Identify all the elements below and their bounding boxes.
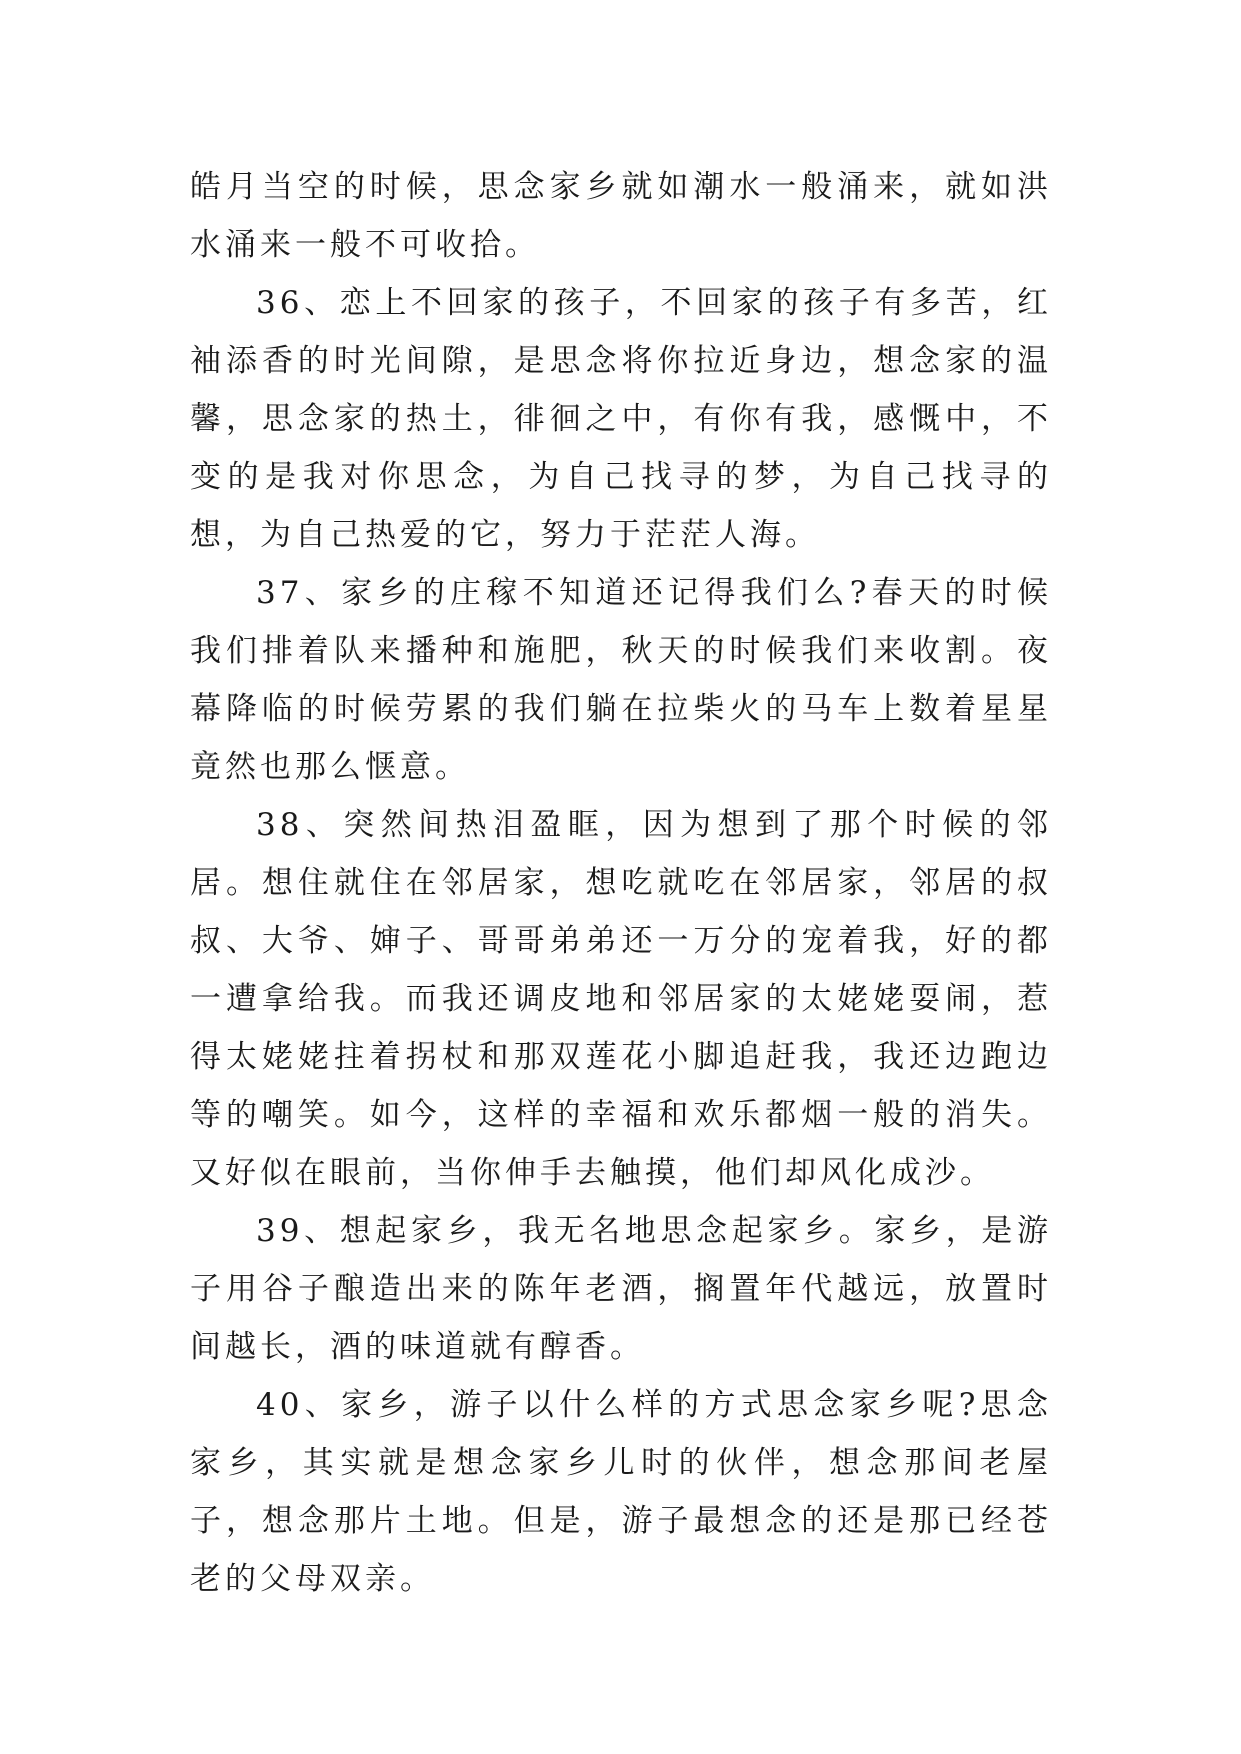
document-body <box>190 158 1052 1608</box>
paragraph-40: 40、家乡，游子以什么样的方式思念家乡呢?思念家乡，其实就是想念家乡儿时的伙伴，想念那间老屋子，想念那片土地。但是，游子最想念的还是那已经苍老的父母双亲。 <box>190 1387 1052 1597</box>
paragraph-39: 39、想起家乡，我无名地思念起家乡。家乡，是游子用谷子酿造出来的陈年老酒，搁置年代越远，放置时间越长，酒的味道就有醇香。 <box>190 1213 1052 1365</box>
paragraph-continuation: 皓月当空的时候，思念家乡就如潮水一般涌来，就如洪水涌来一般不可收拾。 <box>190 169 1052 263</box>
paragraph-37: 37、家乡的庄稼不知道还记得我们么?春天的时候我们排着队来播种和施肥，秋天的时候我们来收割。夜幕降临的时候劳累的我们躺在拉柴火的马车上数着星星竟然也那么惬意。 <box>190 575 1052 785</box>
paragraph-36: 36、恋上不回家的孩子，不回家的孩子有多苦，红袖添香的时光间隙，是思念将你拉近身边，想念家的温馨，思念家的热土，徘徊之中，有你有我，感慨中，不变的是我对你思念，为自己找寻的梦，为自己找寻的想，为自己热爱的它，努力于茫茫人海。 <box>190 285 1052 553</box>
paragraph-38: 38、突然间热泪盈眶，因为想到了那个时候的邻居。想住就住在邻居家，想吃就吃在邻居家，邻居的叔叔、大爷、婶子、哥哥弟弟还一万分的宠着我，好的都一遭拿给我。而我还调皮地和邻居家的太姥姥耍闹，惹得太姥姥拄着拐杖和那双莲花小脚追赶我，我还边跑边等的嘲笑。如今，这样的幸福和欢乐都烟一般的消失。又好似在眼前，当你伸手去触摸，他们却风化成沙。 <box>190 807 1052 1191</box>
